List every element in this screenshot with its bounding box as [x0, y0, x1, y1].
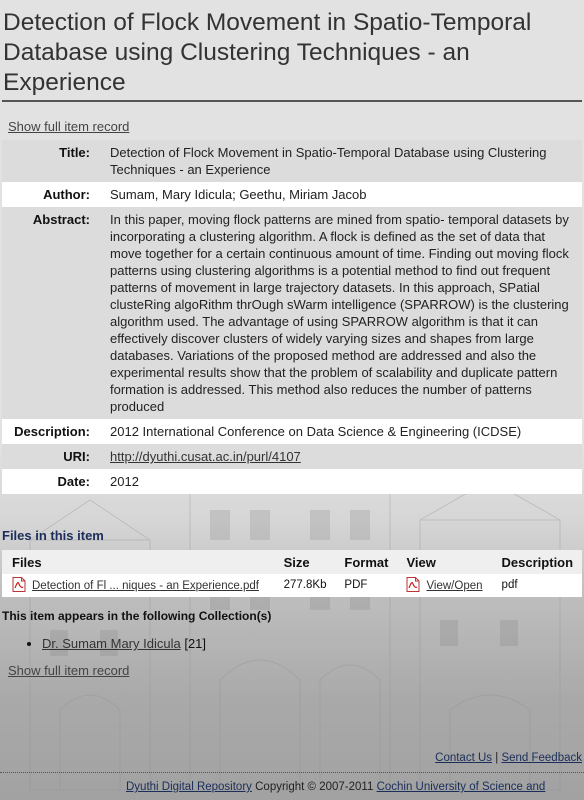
metadata-row-abstract — [2, 207, 582, 419]
metadata-row-author — [2, 182, 582, 207]
table-row — [2, 574, 582, 597]
field-label: URI: — [63, 449, 90, 464]
pdf-icon — [406, 577, 420, 592]
column-header-size: Size — [274, 550, 335, 574]
pdf-icon — [12, 577, 26, 592]
column-header-view: View — [396, 550, 491, 574]
field-value-title: Detection of Flock Movement in Spatio-Temporal Database using Clustering Techniques - an Experience — [110, 145, 547, 177]
files-table-header — [2, 550, 582, 574]
field-value-description: 2012 International Conference on Data Science & Engineering (ICDSE) — [110, 424, 522, 439]
files-table — [2, 550, 582, 597]
collection-link[interactable]: Dr. Sumam Mary Idicula — [42, 636, 181, 651]
footer-links — [435, 752, 582, 764]
field-label: Abstract: — [32, 212, 90, 227]
field-value-abstract: In this paper, moving flock patterns are mined from spatio- temporal datasets by incorporating a clustering algorithm. A flock is defined as the set of data that move together for a certain continuous amount of time. Finding out moving flock patterns using clustering algorithms is a potential method to find out frequent patterns of movement in large trajectory datasets. In this approach, SPatial clusteRing algoRithm thrOugh sWarm intelligence (SPARROW) is the clustering algorithm used. The advantage of using SPARROW algorithm is that it can effectively discover clusters of widely varying sizes and shapes from large databases. Variations of the proposed method are addressed and also the experimental results show that the problem of scalability and duplicate pattern formation is addressed. This method also reduces the number of patterns produced — [110, 212, 569, 414]
file-download-link[interactable]: Detection of Fl ... niques - an Experience.pdf — [32, 580, 259, 592]
column-header-description: Description — [492, 550, 582, 574]
field-label: Title: — [59, 145, 90, 160]
collection-count: [21] — [184, 636, 207, 651]
file-description: pdf — [492, 574, 582, 597]
list-item — [42, 636, 584, 651]
view-open-link[interactable]: View/Open — [426, 580, 483, 592]
collections-list — [0, 636, 584, 651]
metadata-row-title — [2, 140, 582, 182]
university-link[interactable]: Cochin University of Science and — [376, 781, 546, 793]
contact-us-link[interactable]: Contact Us — [435, 752, 493, 764]
field-label: Author: — [43, 187, 90, 202]
footer-separator: | — [495, 752, 499, 764]
column-header-format: Format — [334, 550, 396, 574]
copyright-line — [126, 781, 545, 793]
copyright-text: Copyright © 2007-2011 — [255, 781, 374, 793]
show-full-record-link[interactable]: Show full item record — [8, 119, 130, 134]
show-full-record-link-bottom[interactable]: Show full item record — [8, 663, 130, 678]
files-section-heading: Files in this item — [2, 528, 104, 543]
send-feedback-link[interactable]: Send Feedback — [501, 752, 582, 764]
page-title: Detection of Flock Movement in Spatio-Temporal Database using Clustering Techniques - an Experience — [3, 9, 532, 96]
field-label: Description: — [14, 424, 90, 439]
file-size: 277.8Kb — [274, 574, 335, 597]
uri-link[interactable]: http://dyuthi.cusat.ac.in/purl/4107 — [110, 449, 301, 464]
collections-heading: This item appears in the following Collection(s) — [2, 609, 272, 623]
file-format: PDF — [334, 574, 396, 597]
title-divider — [2, 100, 582, 102]
metadata-row-description — [2, 419, 582, 444]
metadata-row-uri — [2, 444, 582, 469]
footer-divider — [0, 772, 584, 773]
repository-link[interactable]: Dyuthi Digital Repository — [126, 781, 252, 793]
metadata-table — [2, 140, 582, 494]
column-header-files: Files — [2, 550, 274, 574]
field-value-author: Sumam, Mary Idicula; Geethu, Miriam Jacob — [110, 187, 367, 202]
metadata-row-date — [2, 469, 582, 494]
field-value-date: 2012 — [110, 474, 139, 489]
field-label: Date: — [57, 474, 90, 489]
